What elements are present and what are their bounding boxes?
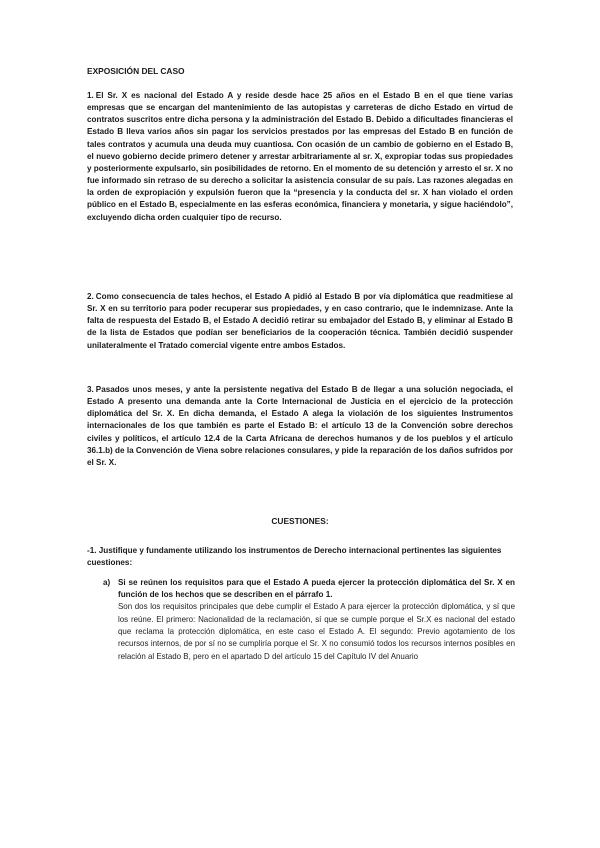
subquestion-text: Si se reúnen los requisitos para que el Estado A pueda ejercer la protección diplomática del Sr. X en función de los hechos que se describen en el párrafo 1. bbox=[118, 578, 515, 600]
paragraph-number: 2. bbox=[87, 292, 94, 301]
case-title: EXPOSICIÓN DEL CASO bbox=[87, 66, 185, 76]
paragraph-text: Pasados unos meses, y ante la persistente negativa del Estado B de llegar a una solución negociada, el Estado A presento una demanda ante la Corte Internacional de Justicia en el ejercicio de la protección diplomática del Sr. X. En dicha demanda, el Estado A alega la violación de los siguientes Instrumentos internacionales de los que también es parte el Estado B: el artículo 13 de la Convención sobre derechos civiles y políticos, el artículo 12.4 de la Carta Africana de derechos humanos y de los pueblos y el artículo 36.1.b) de la Convención de Viena sobre relaciones consulares, y pide la reparación de los daños sufridos por el Sr. X. bbox=[87, 385, 513, 467]
paragraph-3 bbox=[87, 384, 513, 469]
paragraph-text: El Sr. X es nacional del Estado A y reside desde hace 25 años en el Estado B en el que tiene varias empresas que se encargan del mantenimiento de las autopistas y carreteras de dicho Estado en virtud de contratos suscritos entre dicha persona y la administración del Estado B. Debido a dificultades financieras el Estado B lleva varios años sin pagar los servicios prestados por las empresas del Estado B en función de tales contratos y acumula una deuda muy cuantiosa. Con ocasión de un cambio de gobierno en el Estado B, el nuevo gobierno decide primero detener y arrestar arbitrariamente al sr. X, expropiar todas sus propiedades y posteriormente expulsarlo, sin posibilidades de retorno. En el momento de su detención y arresto el sr. X no fue informado sin retraso de su derecho a solicitar la asistencia consular de su país. Las razones alegadas en la orden de expropiación y expulsión fueron que la “presencia y la conducta del sr. X han violado el orden público en el Estado B, especialmente en las esferas económica, financiera y monetaria, y sigue haciéndolo”, excluyendo dicha orden cualquier tipo de recurso. bbox=[87, 91, 513, 222]
questions-heading: CUESTIONES: bbox=[271, 516, 329, 526]
paragraph-number: 1. bbox=[87, 91, 94, 100]
paragraph-text: Como consecuencia de tales hechos, el Estado A pidió al Estado B por vía diplomática que readmitiese al Sr. X en su territorio para poder recuperar sus propiedades, y en caso contrario, que le indemnizase. Ante la falta de respuesta del Estado B, el Estado A decidió retirar su embajador del Estado B, y eliminar al Estado B de la lista de Estados que podían ser beneficiarios de la cooperación técnica. También decidió suspender unilateralmente el Tratado comercial vigente entre ambos Estados. bbox=[87, 292, 513, 350]
questions-intro: -1. Justifique y fundamente utilizando los instrumentos de Derecho internacional pertinentes las siguientes cuestiones: bbox=[87, 546, 502, 568]
paragraph-1 bbox=[87, 90, 513, 224]
subquestion-label: a) bbox=[103, 578, 111, 587]
paragraph-2 bbox=[87, 291, 513, 352]
subquestion-answer: Son dos los requisitos principales que debe cumplir el Estado A para ejercer la protección diplomática, y sí que los reúne. El primero: Nacionalidad de la reclamación, sí que se cumple porque el Sr.X es nacional del estado que reclama la protección diplomática, en este caso el Estado A. El segundo: Previo agotamiento de los recursos internos, de por sí no se cumpliría porque el Sr. X no consumió todos los recursos internos posibles en relación al Estado B, pero en el apartado D del artículo 15 del Capítulo IV del Anuario bbox=[118, 602, 515, 661]
subquestion-a bbox=[103, 577, 515, 663]
paragraph-number: 3. bbox=[87, 385, 94, 394]
